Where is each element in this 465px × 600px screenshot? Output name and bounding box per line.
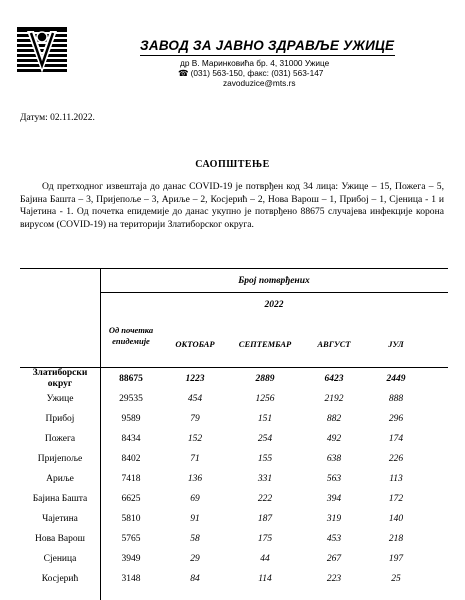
cell-since-start: 29535 [119,394,143,404]
cell-september: 155 [257,454,273,464]
institute-name: ЗАВОД ЗА ЈАВНО ЗДРАВЉЕ УЖИЦЕ [140,38,395,53]
district-total-august: 6423 [324,374,344,384]
cell-september: 187 [257,514,273,524]
district-total-since-start: 88675 [119,374,143,384]
municipality-name: Пријепоље [37,454,83,464]
district-total-july: 2449 [386,374,406,384]
cell-since-start: 6625 [121,494,141,504]
municipality-name: Бајина Башта [32,494,88,504]
municipality-name: Ужице [46,394,74,404]
header-divider [140,55,395,56]
institute-email: zavoduzice@mts.rs [223,78,296,88]
cell-august: 319 [326,514,342,524]
municipality-name: Нова Варош [35,534,85,544]
cell-september: 222 [257,494,273,504]
cell-july: 226 [388,454,404,464]
table-top-border [20,268,448,269]
municipality-name: Пожега [44,434,76,444]
cell-october: 454 [187,394,203,404]
municipality-name: Сјеница [43,554,77,564]
cell-september: 151 [257,414,273,424]
institute-phone: ☎ (031) 563-150, факс: (031) 563-147 [178,68,324,78]
cell-since-start: 5810 [121,514,141,524]
cell-october: 84 [190,574,200,584]
cell-september: 331 [257,474,273,484]
document-date: Датум: 02.11.2022. [20,113,95,123]
cell-august: 223 [326,574,342,584]
month-header-august: АВГУСТ [317,339,351,349]
month-header-september: СЕПТЕМБАР [238,339,292,349]
cell-august: 453 [326,534,342,544]
cell-september: 1256 [255,394,275,404]
cell-july: 174 [388,434,404,444]
cell-since-start: 7418 [121,474,141,484]
cell-october: 152 [187,434,203,444]
cell-october: 71 [190,454,200,464]
year-header: 2022 [264,300,284,310]
since-start-header: Од почетка епидемије [108,325,154,346]
cell-july: 140 [388,514,404,524]
cell-september: 254 [257,434,273,444]
district-total-october: 1223 [185,374,205,384]
cell-july: 197 [388,554,404,564]
cell-august: 492 [326,434,342,444]
cell-october: 91 [190,514,200,524]
cell-july: 296 [388,414,404,424]
cell-july: 172 [388,494,404,504]
cell-september: 44 [260,554,270,564]
cell-july: 218 [388,534,404,544]
report-paragraph: Од претходног извештаја до данас COVID-19 је потврђен код 34 лица: Ужице – 15, Пожега – 5, Бајина Башта – 3, Пријепоље – 3, Ариље – 2, Косјерић – 2, Нова Варош – 1, Прибој – 1, Сјеница - 1 и Чајетина - 1. Од почетка епидемије до данас укупно је потврђено 88675 случајева инфекције корона вирусом (COVID-19) на територији Златиборског округа. [20,181,444,230]
municipality-name: Косјерић [41,574,79,584]
cell-since-start: 3148 [121,574,141,584]
municipality-name: Ариље [46,474,74,484]
cell-october: 79 [190,414,200,424]
cell-october: 69 [190,494,200,504]
cell-september: 114 [258,574,272,584]
cell-july: 25 [391,574,401,584]
municipality-name: Чајетина [42,514,78,524]
institute-address: др В. Маринковића бр. 4, 31000 Ужице [180,58,330,68]
table-header-divider [100,292,448,293]
cell-july: 888 [388,394,404,404]
cell-october: 136 [187,474,203,484]
district-label: Златиборски округ [32,368,88,389]
cell-since-start: 3949 [121,554,141,564]
district-total-september: 2889 [255,374,275,384]
month-header-july: ЈУЛ [388,339,404,349]
cell-august: 2192 [324,394,344,404]
cell-since-start: 9589 [121,414,141,424]
cell-july: 113 [389,474,403,484]
institute-logo [17,27,67,77]
cell-september: 175 [257,534,273,544]
cell-since-start: 5765 [121,534,141,544]
cell-august: 267 [326,554,342,564]
cell-august: 638 [326,454,342,464]
group-header: Број потврђених [238,276,310,286]
municipality-name: Прибој [45,414,75,424]
cell-since-start: 8402 [121,454,141,464]
cell-august: 394 [326,494,342,504]
document-heading: САОПШТЕЊЕ [195,159,270,170]
cell-october: 29 [190,554,200,564]
month-header-october: ОКТОБАР [175,339,215,349]
cell-august: 882 [326,414,342,424]
cell-october: 58 [190,534,200,544]
cell-august: 563 [326,474,342,484]
cell-since-start: 8434 [121,434,141,444]
